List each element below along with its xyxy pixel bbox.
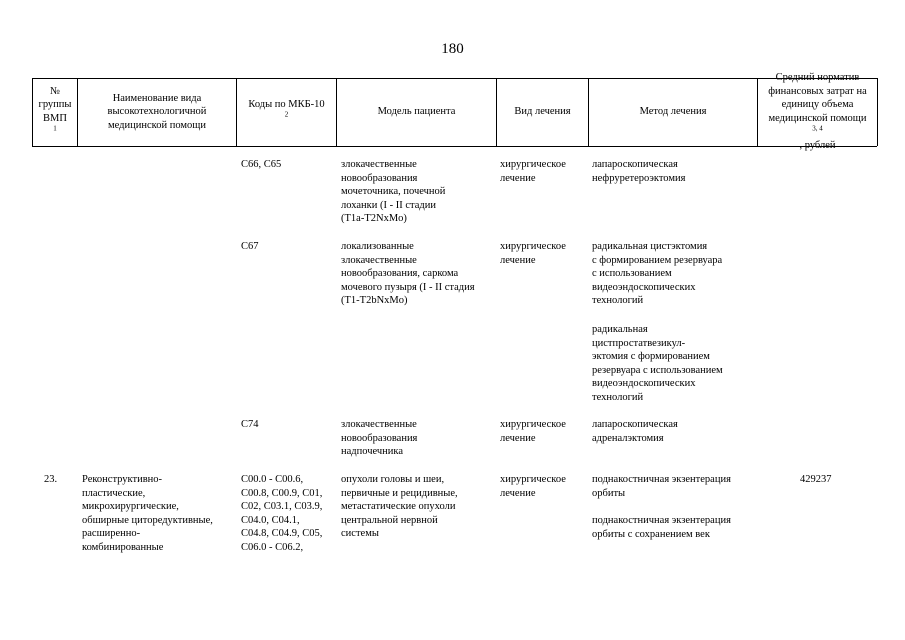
treatment-method-cell: лапароскопическая нефруретероэктомия	[592, 159, 686, 184]
patient-model-cell: злокачественные новообразования мочеточника, почечной лоханки (I - II стадии (T1a-T2NxMo)	[341, 159, 446, 225]
icd-codes-cell: C67	[241, 241, 259, 252]
header-cost-norm: Средний норматив финансовых затрат на единицу объема медицинской помощи $^{3, 4}$ , рублей	[768, 72, 867, 152]
treatment-method-cell: радикальная цистпростатвезикул- эктомия с формированием резервуара с использованием видеоэндоскопических технологий	[592, 324, 723, 403]
header-divider	[877, 78, 878, 146]
header-group-number: № группы ВМП $^1$	[38, 85, 72, 133]
header-icd-codes: Коды по МКБ-10 $^2$	[248, 99, 325, 119]
header-treatment-method: Метод лечения	[639, 106, 707, 118]
treatment-type-cell: хирургическое лечение	[500, 474, 566, 499]
treatment-method-cell: поднакостничная экзентерация орбиты с сохранением век	[592, 515, 731, 540]
treatment-type-cell: хирургическое лечение	[500, 419, 566, 444]
cost-norm-cell: 429237	[800, 474, 832, 485]
header-care-type: Наименование вида высокотехнологичной медицинской помощи	[107, 92, 207, 131]
header-bottom-rule	[32, 146, 877, 147]
treatment-method-cell: поднакостничная экзентерация орбиты	[592, 474, 731, 499]
patient-model-cell: опухоли головы и шеи, первичные и рецидивные, метастатические опухоли центральной нервной системы	[341, 474, 458, 540]
patient-model-cell: злокачественные новообразования надпочечника	[341, 419, 418, 458]
icd-codes-cell: C66, C65	[241, 159, 282, 170]
icd-codes-cell: C00.0 - C00.6, C00.8, C00.9, C01, C02, C03.1, C03.9, C04.0, C04.1, C04.8, C04.9, C05, C06.0 - C06.2,	[241, 474, 323, 553]
care-type-cell: Реконструктивно- пластические, микрохирургические, обширные циторедуктивные, расширенно- комбинированные	[82, 474, 213, 553]
treatment-method-cell: радикальная цистэктомия с формированием резервуара с использованием видеоэндоскопических технологий	[592, 241, 723, 307]
treatment-method-cell: лапароскопическая адреналэктомия	[592, 419, 678, 444]
icd-codes-cell: C74	[241, 419, 259, 430]
patient-model-cell: локализованные злокачественные новообразования, саркома мочевого пузыря (I - II стадия (T1-T2bNxMo)	[341, 241, 475, 307]
header-treatment-type: Вид лечения	[514, 106, 571, 118]
treatment-type-cell: хирургическое лечение	[500, 159, 566, 184]
header-patient-model: Модель пациента	[377, 106, 456, 118]
treatment-type-cell: хирургическое лечение	[500, 241, 566, 266]
group-number-cell: 23.	[44, 474, 58, 485]
page-number: 180	[441, 41, 464, 57]
